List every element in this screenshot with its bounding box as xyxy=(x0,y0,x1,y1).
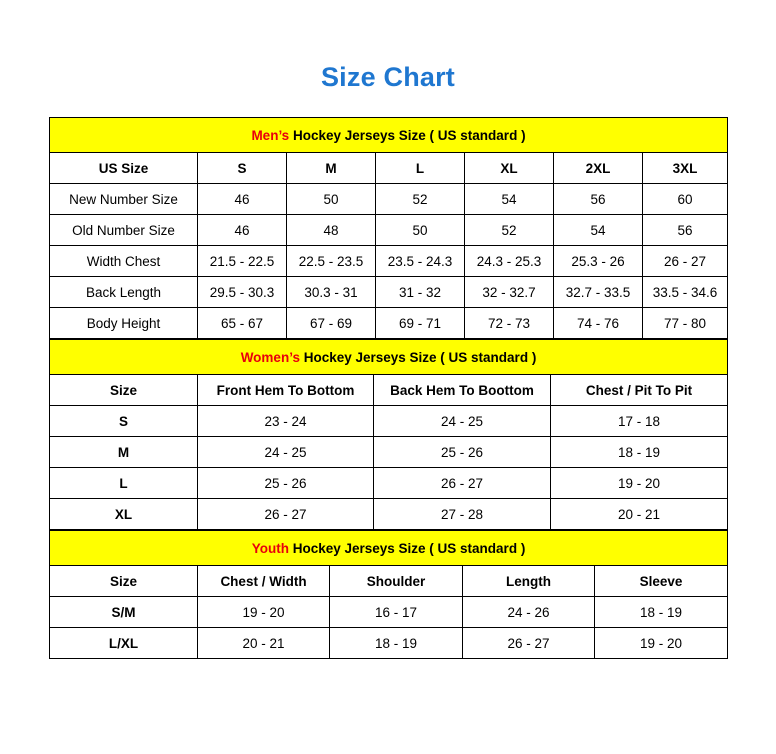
mens-size-table xyxy=(49,117,728,339)
mens-col-header: US Size xyxy=(50,153,198,184)
womens-cell: 24 - 25 xyxy=(198,437,374,468)
youth-col-header: Length xyxy=(463,566,595,597)
womens-row-label: M xyxy=(50,437,198,468)
womens-cell: 25 - 26 xyxy=(374,437,551,468)
youth-cell: 20 - 21 xyxy=(198,628,330,659)
page-title: Size Chart xyxy=(320,62,456,92)
youth-cell: 24 - 26 xyxy=(463,597,595,628)
table-row xyxy=(50,499,728,530)
mens-cell: 31 - 32 xyxy=(376,277,465,308)
mens-cell: 48 xyxy=(287,215,376,246)
mens-cell: 26 - 27 xyxy=(643,246,728,277)
mens-cell: 23.5 - 24.3 xyxy=(376,246,465,277)
mens-col-header: S xyxy=(198,153,287,184)
table-row xyxy=(50,246,728,277)
mens-cell: 22.5 - 23.5 xyxy=(287,246,376,277)
mens-cell: 50 xyxy=(287,184,376,215)
mens-cell: 54 xyxy=(465,184,554,215)
mens-cell: 60 xyxy=(643,184,728,215)
mens-cell: 56 xyxy=(643,215,728,246)
youth-col-header: Size xyxy=(50,566,198,597)
mens-cell: 24.3 - 25.3 xyxy=(465,246,554,277)
mens-cell: 33.5 - 34.6 xyxy=(643,277,728,308)
womens-row-label: XL xyxy=(50,499,198,530)
youth-row-label: L/XL xyxy=(50,628,198,659)
size-tables-container xyxy=(49,117,727,659)
womens-cell: 18 - 19 xyxy=(551,437,728,468)
youth-cell: 18 - 19 xyxy=(595,597,728,628)
mens-cell: 67 - 69 xyxy=(287,308,376,339)
table-row xyxy=(50,184,728,215)
mens-col-header: 2XL xyxy=(554,153,643,184)
table-section-header-row xyxy=(50,118,728,153)
womens-col-header: Front Hem To Bottom xyxy=(198,375,374,406)
youth-section-header-rest: Hockey Jerseys Size ( US standard ) xyxy=(288,540,526,556)
youth-col-header: Shoulder xyxy=(330,566,463,597)
womens-cell: 23 - 24 xyxy=(198,406,374,437)
table-row xyxy=(50,308,728,339)
table-row xyxy=(50,277,728,308)
mens-row-label: Back Length xyxy=(50,277,198,308)
mens-cell: 25.3 - 26 xyxy=(554,246,643,277)
womens-col-header: Chest / Pit To Pit xyxy=(551,375,728,406)
mens-cell: 74 - 76 xyxy=(554,308,643,339)
mens-col-header: L xyxy=(376,153,465,184)
mens-cell: 52 xyxy=(465,215,554,246)
table-section-header-row xyxy=(50,340,728,375)
womens-cell: 20 - 21 xyxy=(551,499,728,530)
mens-cell: 30.3 - 31 xyxy=(287,277,376,308)
womens-col-header: Back Hem To Boottom xyxy=(374,375,551,406)
youth-col-header: Sleeve xyxy=(595,566,728,597)
mens-row-label: Old Number Size xyxy=(50,215,198,246)
mens-cell: 72 - 73 xyxy=(465,308,554,339)
youth-size-table xyxy=(49,530,728,659)
mens-cell: 65 - 67 xyxy=(198,308,287,339)
youth-row-label: S/M xyxy=(50,597,198,628)
mens-cell: 46 xyxy=(198,184,287,215)
womens-cell: 19 - 20 xyxy=(551,468,728,499)
womens-cell: 25 - 26 xyxy=(198,468,374,499)
mens-cell: 56 xyxy=(554,184,643,215)
womens-cell: 26 - 27 xyxy=(374,468,551,499)
table-section-header-row xyxy=(50,531,728,566)
mens-section-header-rest: Hockey Jerseys Size ( US standard ) xyxy=(289,127,526,143)
mens-cell: 29.5 - 30.3 xyxy=(198,277,287,308)
table-row xyxy=(50,153,728,184)
mens-cell: 77 - 80 xyxy=(643,308,728,339)
womens-cell: 17 - 18 xyxy=(551,406,728,437)
table-row xyxy=(50,437,728,468)
size-chart-page xyxy=(0,62,776,754)
table-row xyxy=(50,406,728,437)
youth-cell: 16 - 17 xyxy=(330,597,463,628)
womens-cell: 24 - 25 xyxy=(374,406,551,437)
youth-section-header xyxy=(50,531,728,566)
womens-cell: 26 - 27 xyxy=(198,499,374,530)
womens-col-header: Size xyxy=(50,375,198,406)
youth-cell: 26 - 27 xyxy=(463,628,595,659)
table-row xyxy=(50,597,728,628)
mens-cell: 52 xyxy=(376,184,465,215)
mens-col-header: XL xyxy=(465,153,554,184)
table-row xyxy=(50,215,728,246)
mens-cell: 32.7 - 33.5 xyxy=(554,277,643,308)
table-row xyxy=(50,566,728,597)
mens-col-header: 3XL xyxy=(643,153,728,184)
mens-cell: 54 xyxy=(554,215,643,246)
womens-row-label: L xyxy=(50,468,198,499)
youth-section-header-accent: Youth xyxy=(251,540,289,556)
mens-row-label: Width Chest xyxy=(50,246,198,277)
womens-row-label: S xyxy=(50,406,198,437)
youth-col-header: Chest / Width xyxy=(198,566,330,597)
table-row xyxy=(50,468,728,499)
youth-cell: 19 - 20 xyxy=(595,628,728,659)
womens-section-header-accent: Women’s xyxy=(240,349,300,365)
table-row xyxy=(50,628,728,659)
womens-size-table xyxy=(49,339,728,530)
womens-section-header-rest: Hockey Jerseys Size ( US standard ) xyxy=(299,349,537,365)
youth-cell: 18 - 19 xyxy=(330,628,463,659)
womens-section-header xyxy=(50,340,728,375)
mens-cell: 32 - 32.7 xyxy=(465,277,554,308)
mens-cell: 21.5 - 22.5 xyxy=(198,246,287,277)
mens-col-header: M xyxy=(287,153,376,184)
table-row xyxy=(50,375,728,406)
mens-row-label: New Number Size xyxy=(50,184,198,215)
mens-section-header-accent: Men’s xyxy=(251,127,290,143)
mens-cell: 46 xyxy=(198,215,287,246)
mens-cell: 69 - 71 xyxy=(376,308,465,339)
mens-section-header xyxy=(50,118,728,153)
youth-cell: 19 - 20 xyxy=(198,597,330,628)
mens-cell: 50 xyxy=(376,215,465,246)
womens-cell: 27 - 28 xyxy=(374,499,551,530)
mens-row-label: Body Height xyxy=(50,308,198,339)
